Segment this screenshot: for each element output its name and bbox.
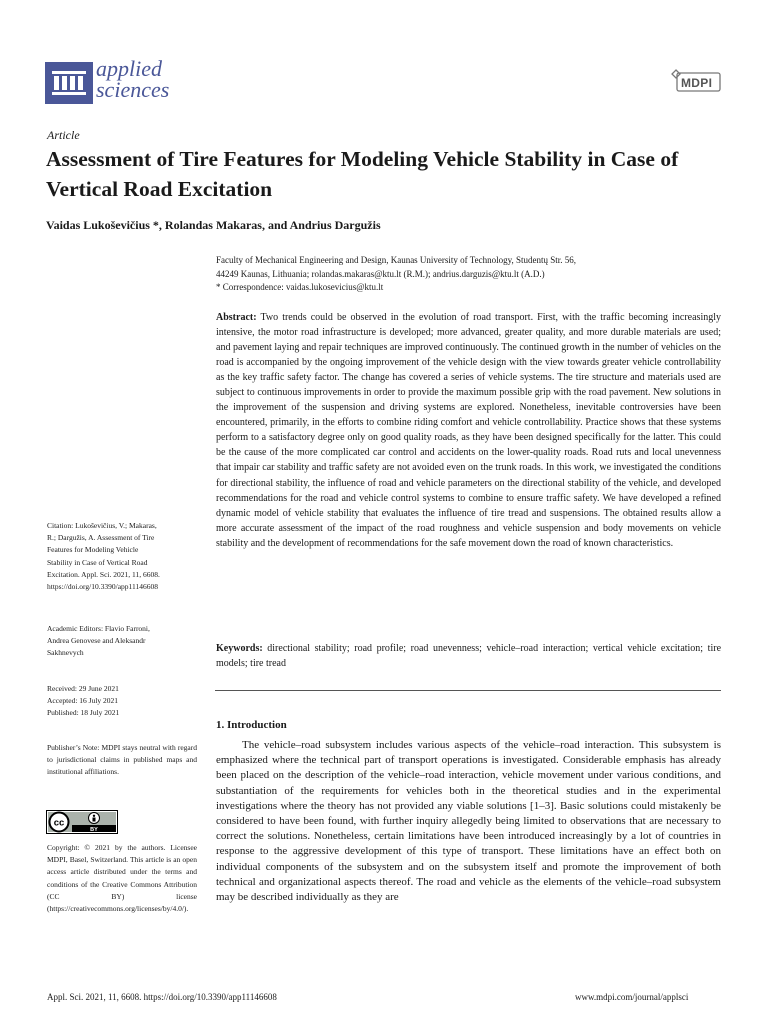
section-heading: 1. Introduction bbox=[216, 719, 287, 731]
footer-citation: Appl. Sci. 2021, 11, 6608. https://doi.org/10.3390/app11146608 bbox=[47, 992, 277, 1002]
keywords-text: directional stability; road profile; road unevenness; vehicle–road interaction; vertical vehicle excitation; tire models; tire tread bbox=[216, 643, 722, 669]
publication-dates bbox=[47, 683, 197, 720]
editors-line: Sakhnevych bbox=[47, 648, 84, 658]
publisher-name: MDPI bbox=[681, 76, 713, 90]
journal-name-line1: applied bbox=[96, 56, 162, 81]
editors-line: Andrea Genovese and Aleksandr bbox=[47, 636, 146, 646]
abstract-label: Abstract: bbox=[216, 312, 257, 323]
citation-block bbox=[47, 520, 197, 593]
keywords bbox=[216, 641, 721, 671]
citation-doi-link[interactable]: https://doi.org/10.3390/app11146608 bbox=[47, 582, 158, 592]
copyright-notice: Copyright: © 2021 by the authors. Licensee MDPI, Basel, Switzerland. This article is an open access article distributed under the terms and conditions of the Creative Commons Attribution (CC BY) license (https://creativecommons.org/licenses/by/4.0/). bbox=[47, 843, 197, 914]
citation-line: Features for Modeling Vehicle bbox=[47, 545, 139, 555]
cc-badge-label: cc bbox=[53, 817, 65, 829]
affiliations bbox=[216, 254, 736, 295]
abstract-text: Two trends could be observed in the evolution of road transport. First, with the traffic becoming increasingly intensive, the motor road infrastructure is developed; more advanced, greater quality, and more durable materials are used; and pavement laying and repair techniques are improved continuously. The continued growth in the number of vehicles on the road is accompanied by the ongoing improvement of the vehicle design with the view towards greater vehicle controllability as the key traffic safety factor. The change has covered a series of vehicle systems. The tire structure and materials used are subject to continuous improvements in order to provide the maximum possible grip with the road pavement. New solutions in the improvement of the suspension and driving systems are explored. Nonetheless, inevitable controversies have been encountered, primarily, in the efforts to combine riding comfort and vehicle controllability. Practice shows that these systems perform to a satisfactory degree only on good quality roads, as they have been designed specifically for the latter. This could be the cause of the more complicated car control and accidents on the lower-quality roads. Road ruts and local unevenness that impair car stability and traffic safety are not avoided even on the trunk roads. In this work, we investigated the conditions for directional stability, the influence of road and vehicle parameters on the directional stability of the vehicle, and developed recommendations for the road and vehicle control systems to combine to ensure traffic safety. We have developed a refined dynamic model of vehicle stability that evaluates the influence of tire tread and suspensions. The obtained results allow a more accurate assessment of the impact of the road roughness and vehicle suspension and body movements on vehicle stability and the development of recommendations for the safe movement down the road of known characteristics. bbox=[216, 312, 722, 549]
publisher-note: Publisher’s Note: MDPI stays neutral with regard to jurisdictional claims in published maps and institutional affiliations. bbox=[47, 743, 197, 777]
editors-line: Academic Editors: Flavio Farroni, bbox=[47, 624, 150, 633]
journal-name-line2: sciences bbox=[96, 77, 170, 102]
correspondence-line: * Correspondence: vaidas.lukosevicius@ktu.lt bbox=[216, 282, 384, 292]
cc-by-license-icon[interactable] bbox=[46, 810, 118, 834]
keywords-label: Keywords: bbox=[216, 643, 263, 654]
journal-logo-icon bbox=[45, 62, 93, 104]
section-divider bbox=[215, 690, 721, 691]
footer-journal-link[interactable]: www.mdpi.com/journal/applsci bbox=[575, 992, 689, 1002]
article-title: Assessment of Tire Features for Modeling Vehicle Stability in Case of Vertical Road Excitation bbox=[46, 147, 679, 201]
citation-line: Citation: Lukoševičius, V.; Makaras, bbox=[47, 521, 157, 530]
introduction-text: The vehicle–road subsystem includes various aspects of the vehicle–road interaction. This subsystem is emphasized where the technical part of transport operations is investigated. Considerable emphasis has already been placed on the description of the vehicle–road interaction, vehicle movement under various conditions, and substantiation of the requirements for vehicles both in the theoretical studies and in the experimental investigations where the theory has not provided any viable solutions [1–3]. Basic solutions could mistakenly be considered to have been found, with further inquiry allegedly being limited to observations that are necessary to correct the solutions. Nonetheless, certain limitations have been introduced increasingly by a lot of countries in response to the aggressive development of this type of transport. These limitations have an effect both on individual components of the subsystem and on the subsystem itself and promote the improvement of both technical and organizational aspects thereof. The road and vehicle as the elements of the vehicle–road subsystem may be described individually as they are bbox=[216, 739, 721, 904]
article-type: Article bbox=[47, 128, 80, 142]
svg-text:BY: BY bbox=[90, 827, 98, 833]
academic-editors bbox=[47, 623, 197, 660]
accepted-date: Accepted: 16 July 2021 bbox=[47, 696, 119, 706]
received-date: Received: 29 June 2021 bbox=[47, 684, 119, 693]
published-date: Published: 18 July 2021 bbox=[47, 708, 120, 718]
author-list: Vaidas Lukoševičius *, Rolandas Makaras, and Andrius Dargužis bbox=[46, 218, 381, 232]
abstract bbox=[216, 310, 721, 551]
citation-line: Stability in Case of Vertical Road bbox=[47, 557, 148, 567]
affiliation-line: Faculty of Mechanical Engineering and Design, Kaunas University of Technology, Studentų Str. 56, bbox=[216, 255, 577, 265]
citation-line: Excitation. Appl. Sci. 2021, 11, 6608. bbox=[47, 569, 160, 579]
citation-line: R.; Dargužis, A. Assessment of Tire bbox=[47, 533, 155, 543]
affiliation-line: 44249 Kaunas, Lithuania; rolandas.makaras@ktu.lt (R.M.); andrius.darguzis@ktu.lt (A.D.) bbox=[216, 268, 545, 279]
journal-name bbox=[96, 58, 169, 100]
